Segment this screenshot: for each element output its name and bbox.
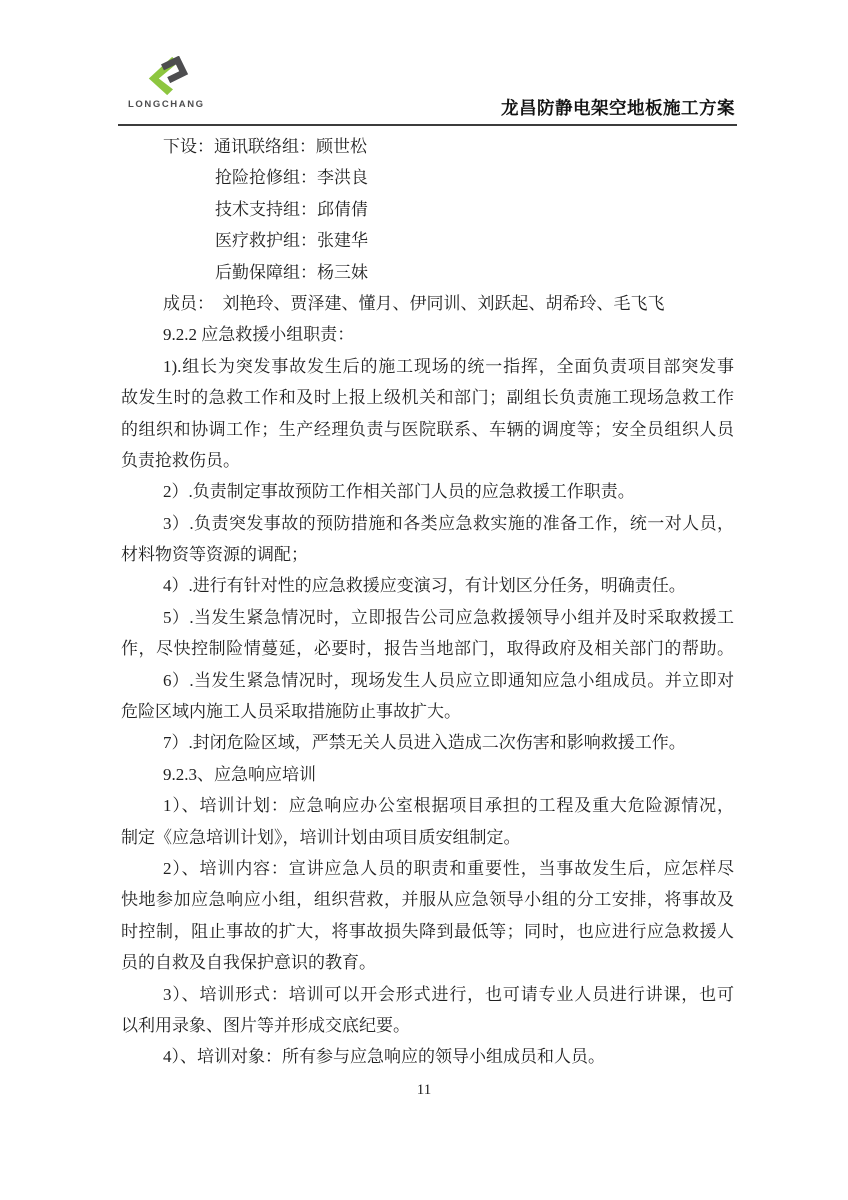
text-line: 抢险抢修组：李洪良 bbox=[215, 168, 368, 188]
text-line: 材料物资等资源的调配； bbox=[121, 545, 308, 565]
text-line: 以利用录象、图片等并形成交底纪要。 bbox=[121, 1015, 410, 1035]
text-line: 1）、培训计划：应急响应办公室根据项目承担的工程及重大危险源情况， bbox=[163, 796, 734, 816]
brand-name: LONGCHANG bbox=[128, 99, 205, 110]
text-line: 快地参加应急响应小组，组织营救，并服从应急领导小组的分工安排，将事故及 bbox=[121, 890, 734, 910]
text-line: 时控制，阻止事故的扩大，将事故损失降到最低等；同时，也应进行应急救援人 bbox=[121, 921, 734, 941]
text-line: 后勤保障组：杨三妹 bbox=[215, 262, 368, 282]
text-line: 作，尽快控制险情蔓延，必要时，报告当地部门，取得政府及相关部门的帮助。 bbox=[121, 639, 734, 659]
text-line: 员的自救及自我保护意识的教育。 bbox=[121, 953, 376, 973]
text-line: 的组织和协调工作；生产经理负责与医院联系、车辆的调度等；安全员组织人员 bbox=[121, 419, 734, 439]
document-body bbox=[121, 131, 734, 1073]
text-line: 故发生时的急救工作和及时上报上级机关和部门；副组长负责施工现场急救工作 bbox=[121, 388, 734, 408]
text-line: 制定《应急培训计划》，培训计划由项目质安组制定。 bbox=[121, 827, 521, 847]
text-line: 危险区域内施工人员采取措施防止事故扩大。 bbox=[121, 702, 461, 722]
document-header-title: 龙昌防静电架空地板施工方案 bbox=[501, 98, 735, 118]
company-logo bbox=[128, 56, 218, 110]
text-line: 技术支持组：邱倩倩 bbox=[215, 199, 368, 219]
text-line: 9.2.2 应急救援小组职责： bbox=[163, 325, 355, 345]
text-line: 4）、培训对象：所有参与应急响应的领导小组成员和人员。 bbox=[163, 1047, 605, 1067]
text-line: 6）.当发生紧急情况时，现场发生人员应立即通知应急小组成员。并立即对 bbox=[163, 670, 734, 690]
header-divider bbox=[118, 124, 737, 126]
text-line: 3）、培训形式：培训可以开会形式进行，也可请专业人员进行讲课，也可 bbox=[163, 984, 734, 1004]
text-line: 1).组长为突发事故发生后的施工现场的统一指挥，全面负责项目部突发事 bbox=[163, 356, 734, 376]
text-line: 2）.负责制定事故预防工作相关部门人员的应急救援工作职责。 bbox=[163, 482, 635, 502]
text-line: 医疗救护组：张建华 bbox=[215, 231, 368, 251]
text-line: 4）.进行有针对性的应急救援应变演习，有计划区分任务，明确责任。 bbox=[163, 576, 686, 596]
longchang-logo-icon bbox=[143, 56, 193, 96]
text-line: 9.2.3、应急响应培训 bbox=[163, 764, 316, 784]
text-line: 7）.封闭危险区域，严禁无关人员进入造成二次伤害和影响救援工作。 bbox=[163, 733, 686, 753]
page-number: 11 bbox=[416, 1082, 432, 1098]
text-line: 5）.当发生紧急情况时，立即报告公司应急救援领导小组并及时采取救援工 bbox=[163, 607, 734, 627]
text-line: 2）、培训内容：宣讲应急人员的职责和重要性，当事故发生后，应怎样尽 bbox=[163, 858, 734, 878]
text-line: 成员： 刘艳玲、贾泽建、懂月、伊同训、刘跃起、胡希玲、毛飞飞 bbox=[163, 293, 665, 313]
text-line: 下设：通讯联络组：顾世松 bbox=[163, 137, 367, 156]
text-line: 负责抢救伤员。 bbox=[121, 450, 240, 470]
text-line: 3）.负责突发事故的预防措施和各类应急救实施的准备工作，统一对人员， bbox=[163, 513, 734, 533]
